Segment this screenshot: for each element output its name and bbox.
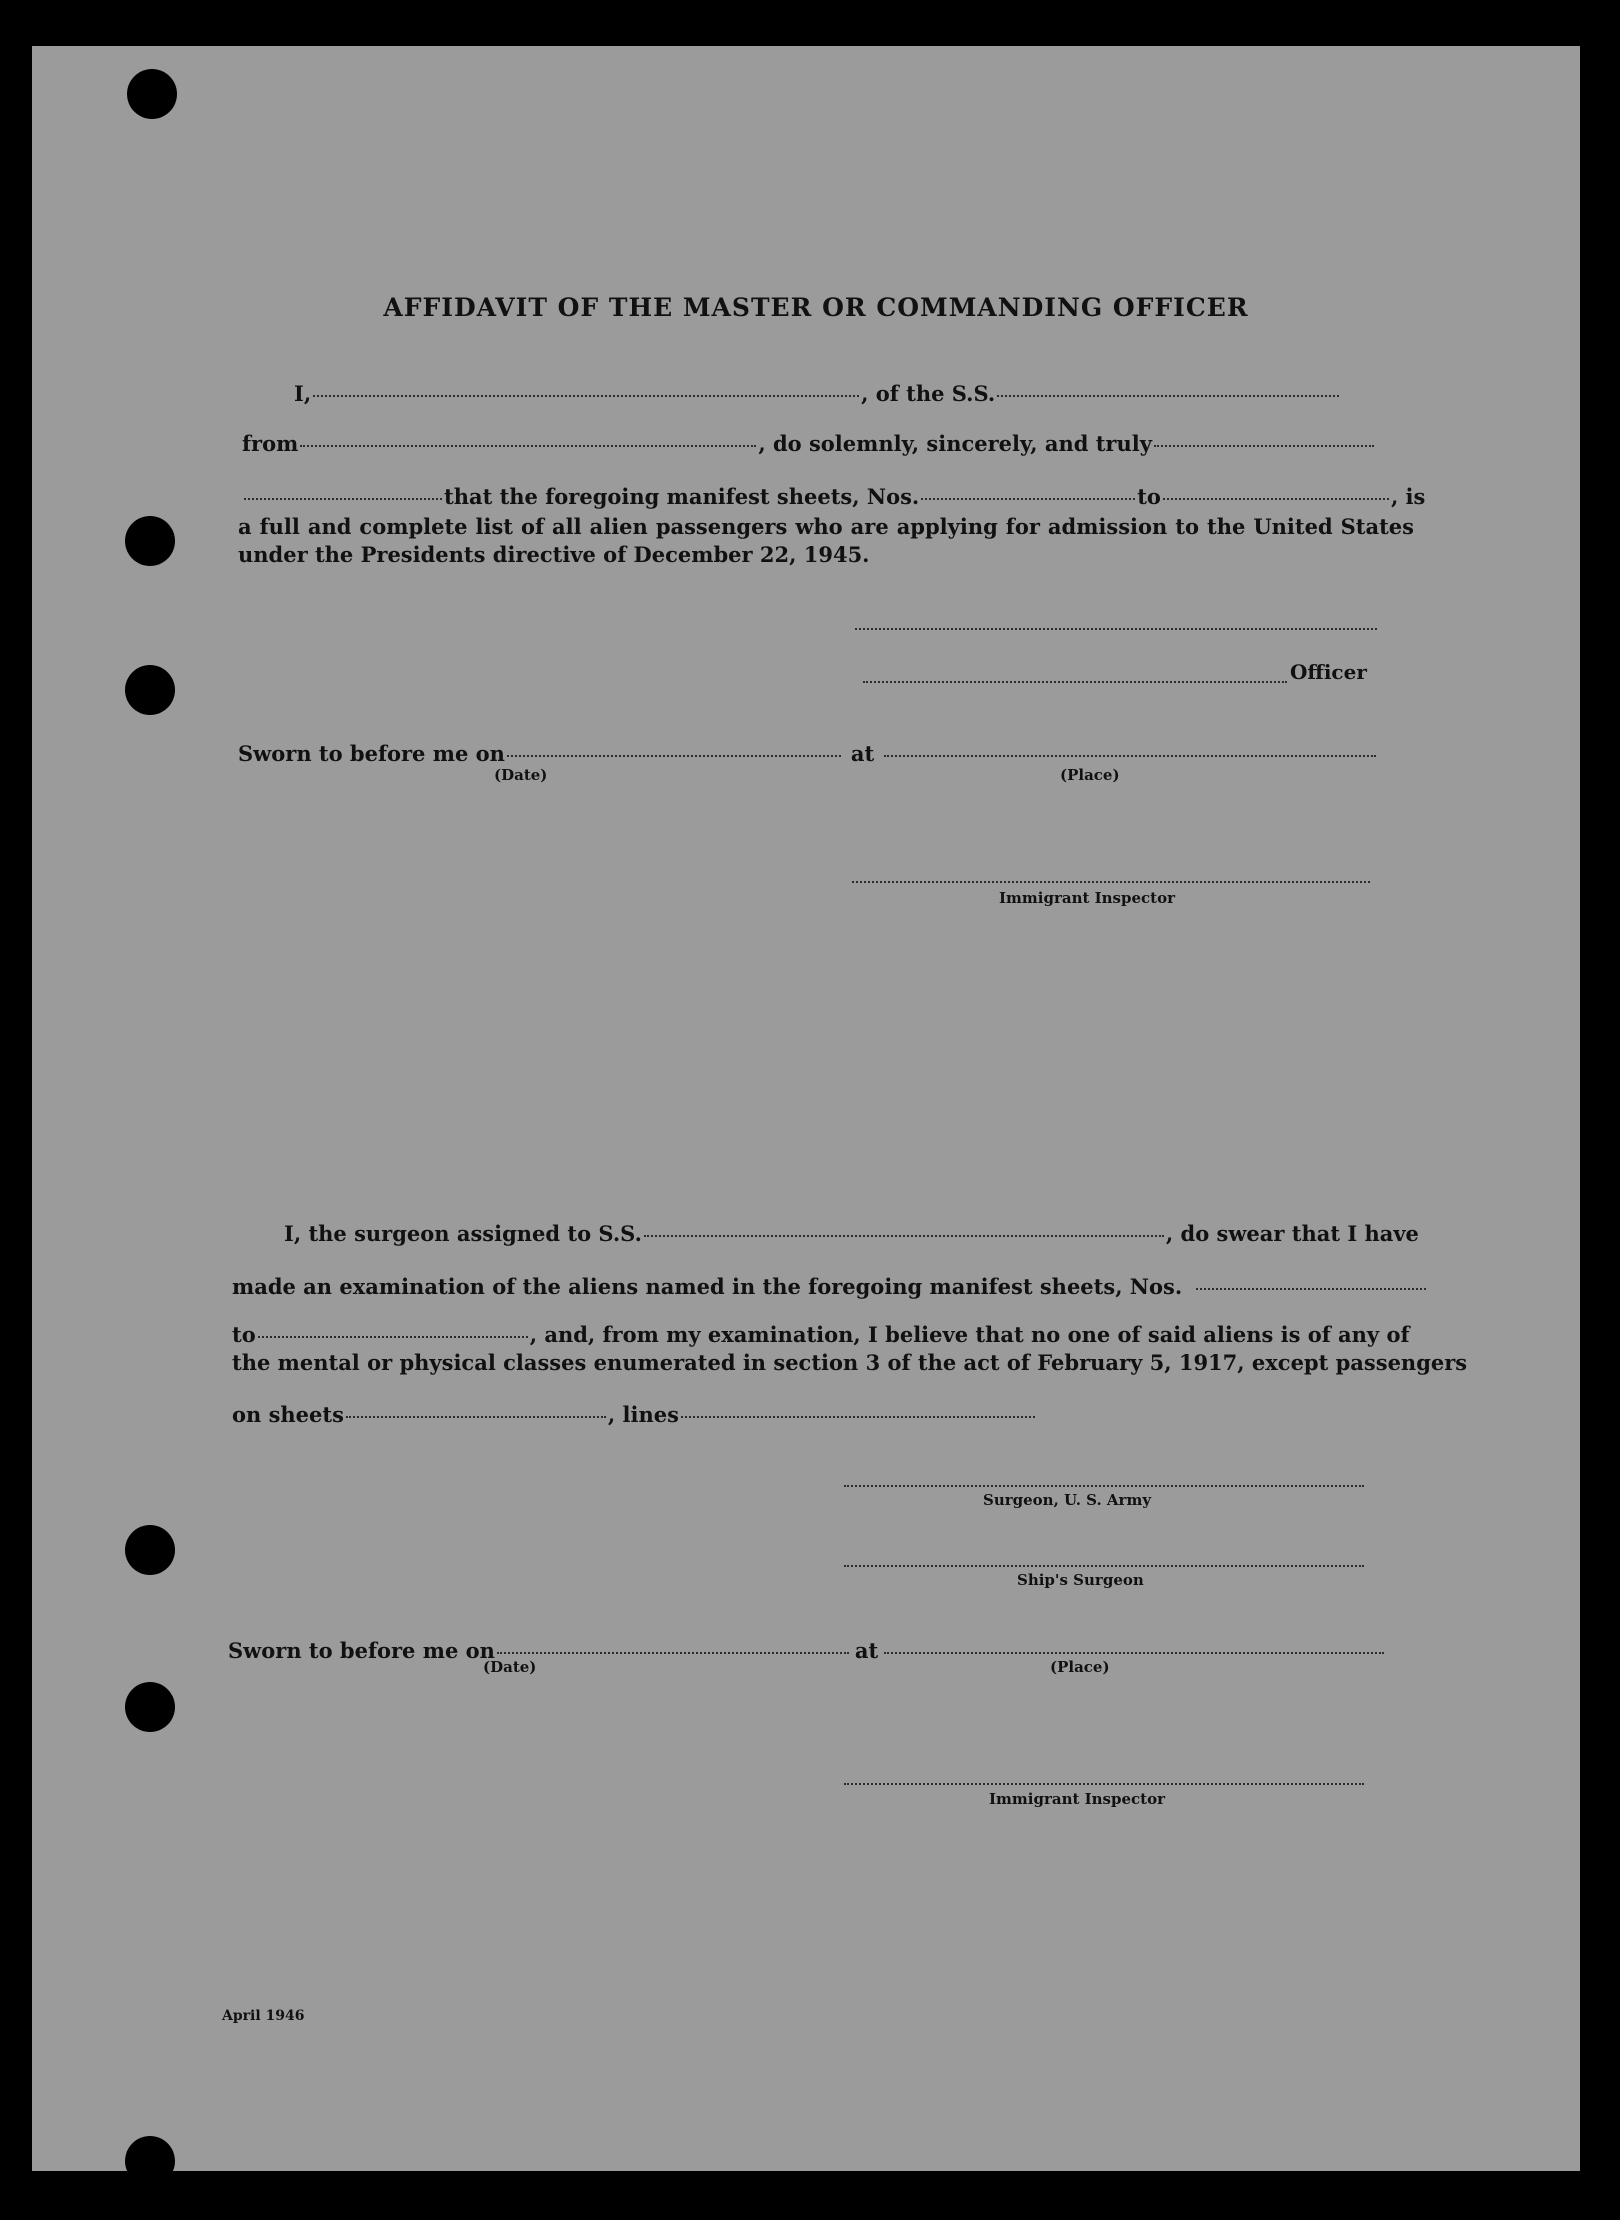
surgeon-classes-label: the mental or physical classes enumerated in section 3 of the act of February 5, 1917, except passengers xyxy=(232,1350,1468,1375)
surgeon-sworn-place-field[interactable] xyxy=(884,1652,1384,1654)
page-title: AFFIDAVIT OF THE MASTER OR COMMANDING OFFICER xyxy=(383,293,1249,322)
surgeon-line-4 xyxy=(232,1350,1467,1375)
master-manifest-label: that the foregoing manifest sheets, Nos. xyxy=(444,484,920,509)
punch-hole-4 xyxy=(125,1525,175,1575)
surgeon-date-caption: (Date) xyxy=(483,1658,537,1676)
master-inspector-signature-line[interactable] xyxy=(852,881,1370,883)
master-line-1 xyxy=(294,381,1341,406)
surgeon-line-3 xyxy=(232,1322,1409,1347)
surgeon-line-1 xyxy=(284,1221,1419,1246)
master-is-label: , is xyxy=(1390,484,1426,509)
master-sworn-label: Sworn to before me on xyxy=(238,741,505,766)
master-line-2 xyxy=(242,431,1376,456)
surgeon-belief-label: , and, from my examination, I believe that no one of said aliens is of any of xyxy=(529,1322,1410,1347)
surgeon-examination-label: made an examination of the aliens named in the foregoing manifest sheets, Nos. xyxy=(232,1274,1183,1299)
surgeon-line-5 xyxy=(232,1402,1037,1427)
master-at-label: at xyxy=(850,741,875,766)
master-to-label: to xyxy=(1137,484,1161,509)
master-sheet-to-field[interactable] xyxy=(1163,498,1389,500)
punch-hole-2 xyxy=(125,516,175,566)
surgeon-sworn-date-field[interactable] xyxy=(497,1652,849,1654)
punch-hole-6 xyxy=(125,2136,175,2171)
master-sworn-date-field[interactable] xyxy=(507,755,841,757)
surgeon-line-2 xyxy=(232,1274,1428,1299)
master-solemnly-label: , do solemnly, sincerely, and truly xyxy=(758,431,1152,456)
surgeon-inspector-signature-line[interactable] xyxy=(844,1783,1364,1785)
master-sheet-from-field[interactable] xyxy=(921,498,1135,500)
officer-signature-line-2[interactable] xyxy=(863,681,1287,683)
surgeon-swear-label: , do swear that I have xyxy=(1165,1221,1419,1246)
ships-surgeon-signature-line[interactable] xyxy=(844,1565,1364,1567)
surgeon-inspector-label: Immigrant Inspector xyxy=(989,1790,1165,1808)
ships-surgeon-label: Ship's Surgeon xyxy=(1017,1571,1144,1589)
master-oath-field[interactable] xyxy=(1154,445,1374,447)
surgeon-sheet-to-field[interactable] xyxy=(258,1336,528,1338)
surgeon-assigned-label: I, the surgeon assigned to S.S. xyxy=(284,1221,642,1246)
master-name-field[interactable] xyxy=(313,395,859,397)
master-i-label: I, xyxy=(294,381,312,406)
officer-label: Officer xyxy=(1290,660,1367,684)
master-statement: a full and complete list of all alien passengers who are applying for admission to the United States under the Presidents directive of December 22, 1945. xyxy=(238,514,1414,567)
army-surgeon-signature-line[interactable] xyxy=(844,1485,1364,1487)
master-from-label: from xyxy=(242,431,299,456)
punch-hole-3 xyxy=(125,665,175,715)
surgeon-sheets-field[interactable] xyxy=(346,1416,606,1418)
master-inspector-label: Immigrant Inspector xyxy=(999,889,1175,907)
punch-hole-1 xyxy=(127,69,177,119)
master-date-caption: (Date) xyxy=(494,766,548,784)
master-sworn-line xyxy=(238,741,1378,766)
master-sworn-place-field[interactable] xyxy=(884,755,1376,757)
master-ship-field[interactable] xyxy=(997,395,1339,397)
affidavit-form-page xyxy=(32,46,1580,2171)
army-surgeon-label: Surgeon, U. S. Army xyxy=(983,1491,1152,1509)
officer-signature-line-1[interactable] xyxy=(855,628,1377,630)
surgeon-place-caption: (Place) xyxy=(1050,1658,1110,1676)
master-line-3 xyxy=(242,484,1425,509)
surgeon-ship-field[interactable] xyxy=(644,1235,1164,1237)
master-verb-field[interactable] xyxy=(244,498,442,500)
surgeon-sheet-from-field[interactable] xyxy=(1196,1288,1426,1290)
form-date-footer: April 1946 xyxy=(222,2008,305,2024)
surgeon-at-label: at xyxy=(854,1638,879,1663)
surgeon-lines-field[interactable] xyxy=(681,1416,1035,1418)
master-from-field[interactable] xyxy=(300,445,756,447)
punch-hole-5 xyxy=(125,1682,175,1732)
surgeon-sworn-label: Sworn to before me on xyxy=(228,1638,495,1663)
surgeon-lines-label: , lines xyxy=(607,1402,679,1427)
surgeon-on-sheets-label: on sheets xyxy=(232,1402,344,1427)
surgeon-to-label: to xyxy=(232,1322,256,1347)
master-place-caption: (Place) xyxy=(1060,766,1120,784)
master-of-ss-label: , of the S.S. xyxy=(861,381,996,406)
surgeon-sworn-line xyxy=(228,1638,1386,1663)
